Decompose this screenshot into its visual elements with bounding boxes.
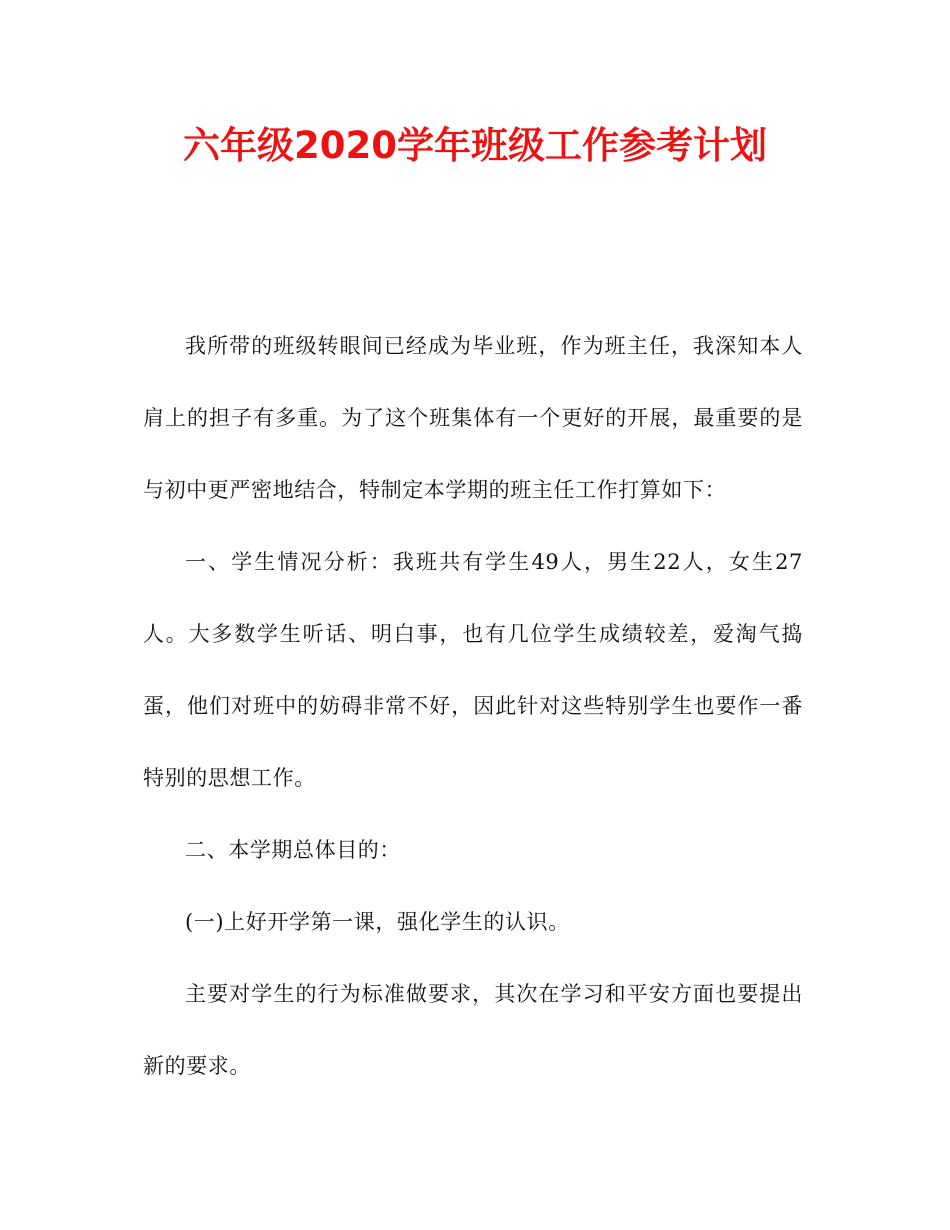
paragraph-first-lesson: (一)上好开学第一课，强化学生的认识。 — [185, 910, 570, 934]
paragraph-requirements: 主要对学生的行为标准做要求，其次在学习和平安方面也要提出新的要求。 — [143, 982, 803, 1078]
document-body — [143, 310, 803, 1102]
paragraph-goals-heading: 二、本学期总体目的： — [185, 838, 401, 862]
paragraph-intro: 我所带的班级转眼间已经成为毕业班，作为班主任，我深知本人肩上的担子有多重。为了这个班集体有一个更好的开展，最重要的是与初中更严密地结合，特制定本学期的班主任工作打算如下： — [143, 334, 803, 502]
document-title: 六年级2020学年班级工作参考计划 — [183, 124, 767, 167]
paragraph-student-analysis: 一、学生情况分析：我班共有学生49人，男生22人，女生27人。大多数学生听话、明白事，也有几位学生成绩较差，爱淘气捣蛋，他们对班中的妨碍非常不好，因此针对这些特别学生也要作一番特别的思想工作。 — [143, 550, 803, 790]
